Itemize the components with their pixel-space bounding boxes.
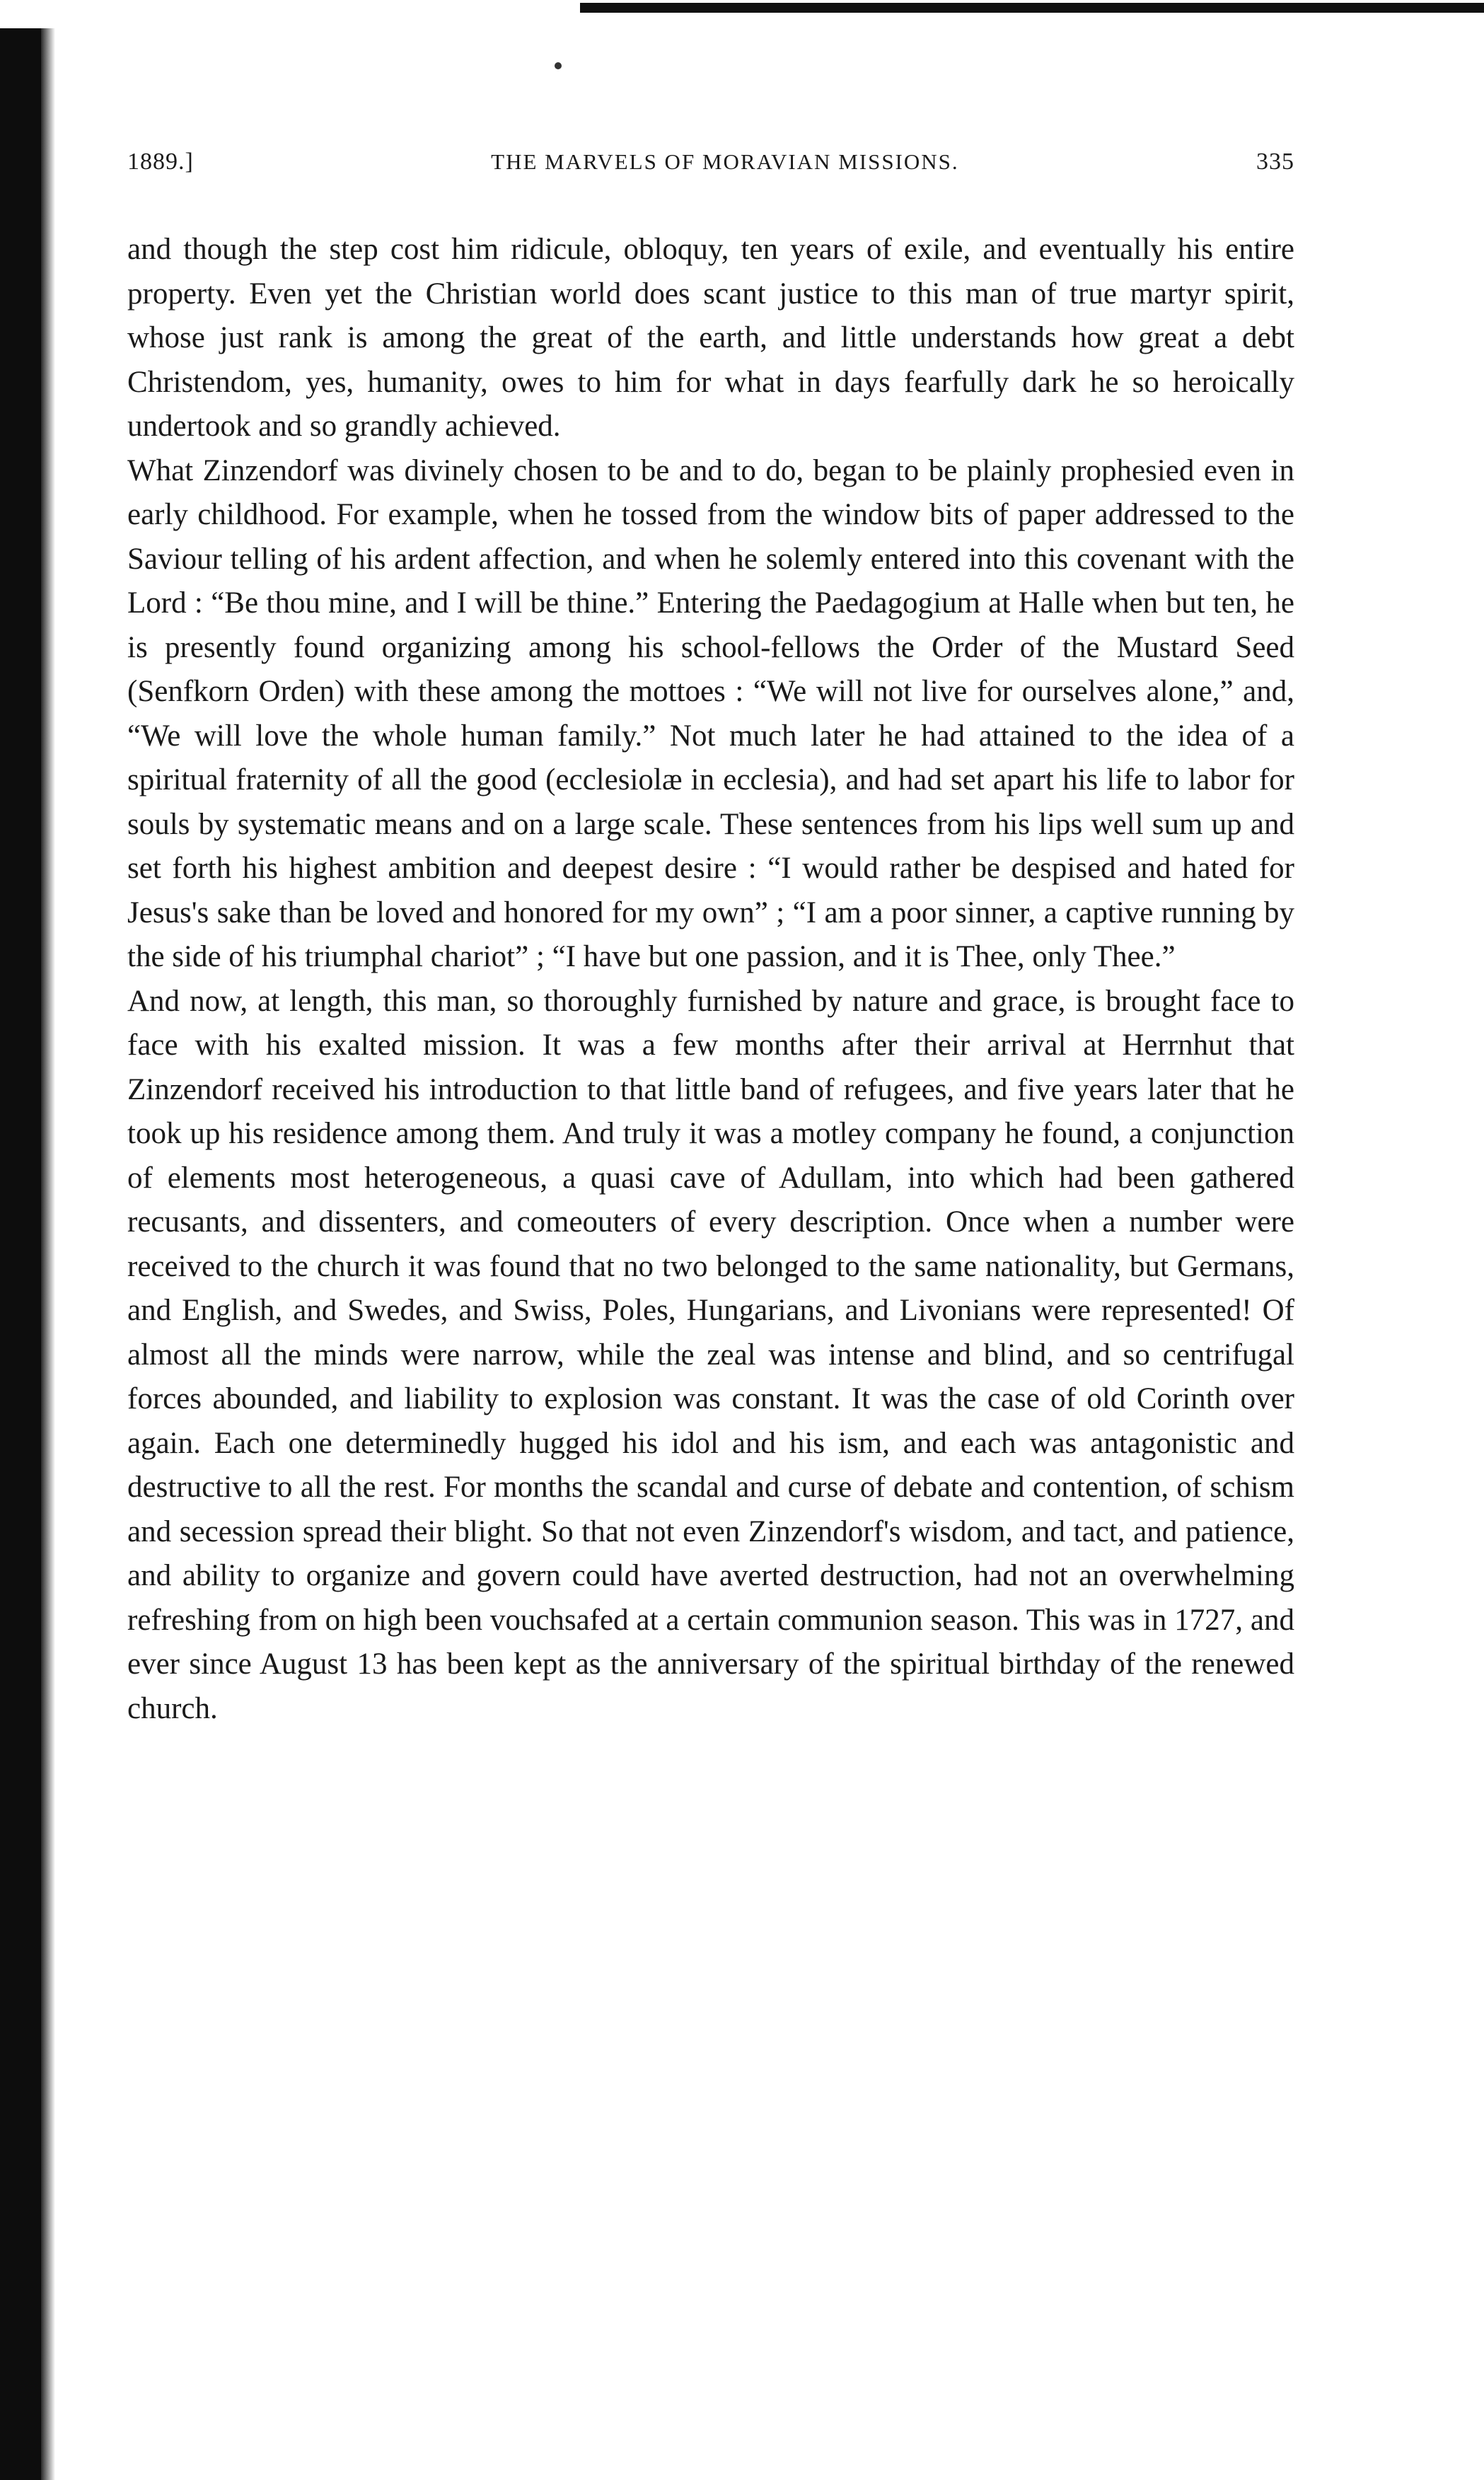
book-page: [127, 149, 1294, 1731]
running-head: [127, 149, 1294, 191]
header-title: THE MARVELS OF MORAVIAN MISSIONS.: [491, 149, 959, 174]
header-page-number: 335: [1256, 149, 1294, 175]
body-text: [127, 228, 1294, 1731]
paragraph-1: and though the step cost him ridicule, obloquy, ten years of exile, and eventually his entire property. Even yet the Christian world does scant justice to this man of true martyr spirit, whose just rank is among the great of the earth, and little understands how great a debt Christendom, yes, humanity, owes to him for what in days fearfully dark he so heroically undertook and so grandly achieved.: [127, 233, 1294, 443]
paragraph-3: And now, at length, this man, so thoroughly furnished by nature and grace, is brought face to face with his exalted mission. It was a few months after their arrival at Herrnhut that Zinzendorf received his introduction to that little band of refugees, and five years later that he took up his residence among them. And truly it was a motley company he found, a conjunction of elements most heterogeneous, a quasi cave of Adullam, into which had been gathered recusants, and dissenters, and comeouters of every description. Once when a number were received to the church it was found that no two belonged to the same nationality, but Germans, and English, and Swedes, and Swiss, Poles, Hungarians, and Livonians were represented! Of almost all the minds were narrow, while the zeal was intense and blind, and so centrifugal forces abounded, and liability to explosion was constant. It was the case of old Corinth over again. Each one determinedly hugged his idol and his ism, and each was antagonistic and destructive to all the rest. For months the scandal and curse of debate and contention, of schism and secession spread their blight. So that not even Zinzendorf's wisdom, and tact, and patience, and ability to organize and govern could have averted destruction, had not an overwhelming refreshing from on high been vouchsafed at a certain communion season. This was in 1727, and ever since August 13 has been kept as the anniversary of the spiritual birthday of the renewed church.: [127, 984, 1294, 1725]
scan-binding-shadow: [41, 28, 55, 2480]
scan-speck: [555, 62, 562, 69]
scan-binding-edge: [0, 28, 41, 2480]
header-year: 1889.]: [127, 149, 194, 175]
paragraph-2: What Zinzendorf was divinely chosen to be and to do, began to be plainly prophesied even in early childhood. For example, when he tossed from the window bits of paper addressed to the Saviour telling of his ardent affection, and when he solemly entered into this covenant with the Lord : “Be thou mine, and I will be thine.” Entering the Paedagogium at Halle when but ten, he is presently found organizing among his school-fellows the Order of the Mustard Seed (Senfkorn Orden) with these among the mottoes : “We will not live for ourselves alone,” and, “We will love the whole human family.” Not much later he had attained to the idea of a spiritual fraternity of all the good (ecclesiolæ in ecclesia), and had set apart his life to labor for souls by systematic means and on a large scale. These sentences from his lips well sum up and set forth his highest ambition and deepest desire : “I would rather be despised and hated for Jesus's sake than be loved and honored for my own” ; “I am a poor sinner, a captive running by the side of his triumphal chariot” ; “I have but one passion, and it is Thee, only Thee.”: [127, 453, 1294, 973]
scan-shadow-top: [580, 3, 1484, 13]
